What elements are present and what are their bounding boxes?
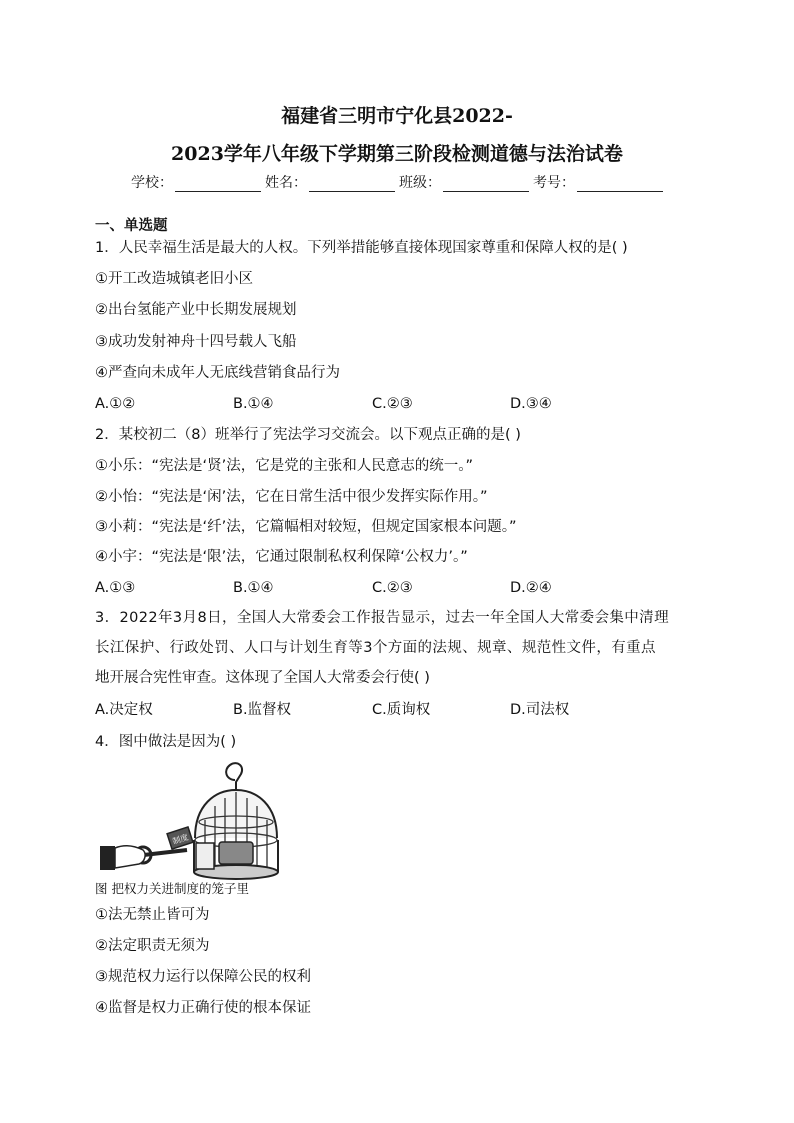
school-field[interactable] <box>131 172 261 192</box>
q2-option-b[interactable]: B.①④ <box>233 580 274 596</box>
name-field[interactable] <box>265 172 395 192</box>
section-title: 一、单选题 <box>95 218 168 234</box>
q2-stem: 2．某校初二（8）班举行了宪法学习交流会。以下观点正确的是( ) <box>95 427 521 443</box>
class-blank[interactable] <box>443 177 529 192</box>
q4-item-2: ②法定职责无须为 <box>95 938 210 954</box>
q3-stem-line-1: 3．2022年3月8日，全国人大常委会工作报告显示，过去一年全国人大常委会集中清理 <box>95 610 669 626</box>
cage-key-drawing <box>95 760 295 885</box>
hand <box>115 846 145 868</box>
q1-item-4: ④严查向未成年人无底线营销食品行为 <box>95 365 340 381</box>
q1-item-1: ①开工改造城镇老旧小区 <box>95 271 253 287</box>
title-line-1: 福建省三明市宁化县2022- <box>281 105 513 127</box>
q1-stem: 1．人民幸福生活是最大的人权。下列举措能够直接体现国家尊重和保障人权的是( ) <box>95 240 628 256</box>
q2-item-2: ②小怡：“宪法是‘闲’法，它在日常生活中很少发挥实际作用。” <box>95 489 488 505</box>
figure-caption: 图 把权力关进制度的笼子里 <box>95 881 249 896</box>
q3-option-a[interactable]: A.决定权 <box>95 702 153 718</box>
q4-item-1: ①法无禁止皆可为 <box>95 907 210 923</box>
cage-hook <box>226 763 242 790</box>
q2-option-d[interactable]: D.②④ <box>510 580 552 596</box>
q4-item-4: ④监督是权力正确行使的根本保证 <box>95 1000 311 1016</box>
exam-number-blank[interactable] <box>577 177 663 192</box>
class-field[interactable] <box>399 172 529 192</box>
sleeve-cuff <box>100 846 115 870</box>
q2-item-4: ④小宇：“宪法是‘限’法，它通过限制私权利保障‘公权力’。” <box>95 549 468 565</box>
q2-item-1: ①小乐：“宪法是‘贤’法，它是党的主张和人民意志的统一。” <box>95 458 473 474</box>
q3-option-b[interactable]: B.监督权 <box>233 702 292 718</box>
school-label: 学校： <box>131 175 173 191</box>
key-tag <box>167 827 193 849</box>
q1-option-d[interactable]: D.③④ <box>510 396 552 412</box>
q2-option-a[interactable]: A.①③ <box>95 580 136 596</box>
q1-option-c[interactable]: C.②③ <box>372 396 413 412</box>
q3-stem-line-3: 地开展合宪性审查。这体现了全国人大常委会行使( ) <box>95 670 430 686</box>
q1-option-a[interactable]: A.①② <box>95 396 136 412</box>
key-tag-text: 制度 <box>171 832 190 847</box>
title-line-2: 2023学年八年级下学期第三阶段检测道德与法治试卷 <box>171 143 623 165</box>
exam-number-field[interactable] <box>533 172 663 192</box>
q1-item-2: ②出台氢能产业中长期发展规划 <box>95 302 297 318</box>
q3-option-c[interactable]: C.质询权 <box>372 702 431 718</box>
cage-door <box>196 843 214 869</box>
name-blank[interactable] <box>309 177 395 192</box>
class-label: 班级： <box>399 175 441 191</box>
q1-option-b[interactable]: B.①④ <box>233 396 274 412</box>
q1-item-3: ③成功发射神舟十四号载人飞船 <box>95 334 297 350</box>
q3-stem-line-2: 长江保护、行政处罚、人口与计划生育等3个方面的法规、规章、规范性文件，有重点 <box>95 640 656 656</box>
q4-item-3: ③规范权力运行以保障公民的权利 <box>95 969 311 985</box>
cage-illustration <box>95 760 295 885</box>
exam-number-label: 考号： <box>533 175 575 191</box>
school-blank[interactable] <box>175 177 261 192</box>
q4-stem: 4．图中做法是因为( ) <box>95 734 237 750</box>
q3-option-d[interactable]: D.司法权 <box>510 702 570 718</box>
student-info-row <box>0 172 794 192</box>
q2-option-c[interactable]: C.②③ <box>372 580 413 596</box>
name-label: 姓名： <box>265 175 307 191</box>
q2-item-3: ③小莉：“宪法是‘纤’法，它篇幅相对较短，但规定国家根本问题。” <box>95 519 517 535</box>
power-object <box>219 842 253 864</box>
